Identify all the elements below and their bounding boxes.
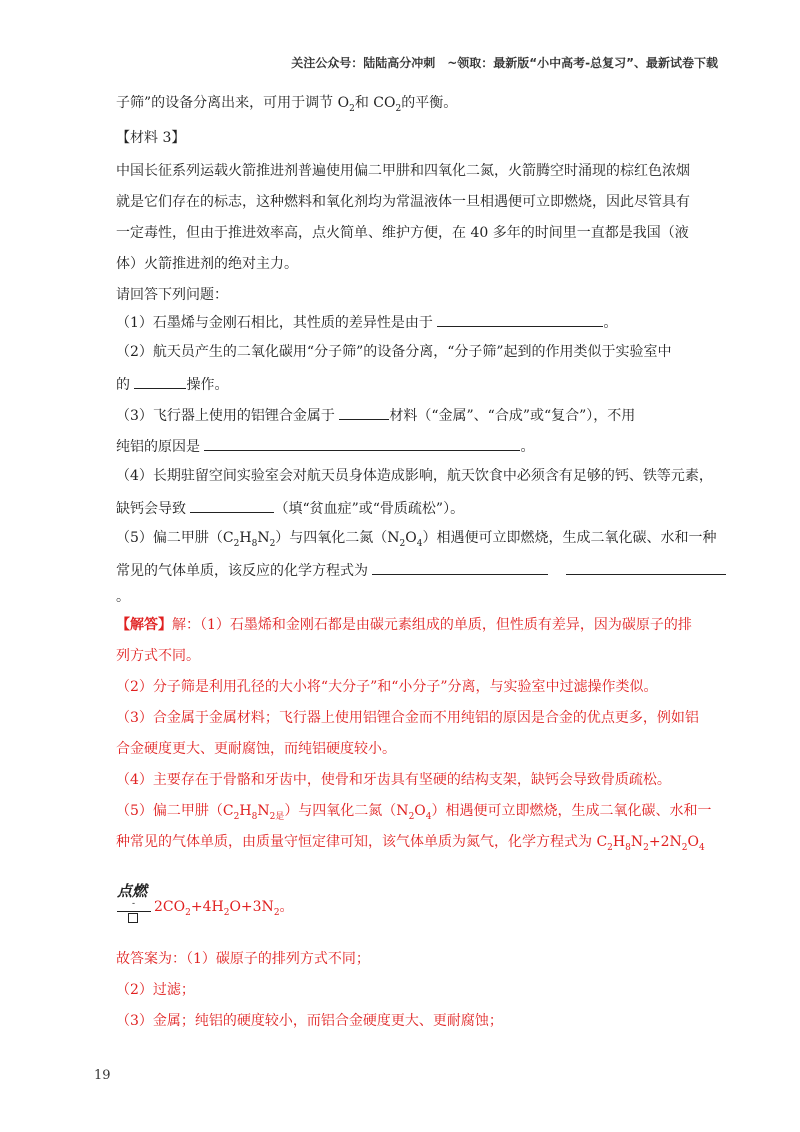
- final-answer-2: （2）过滤；: [116, 982, 195, 998]
- question-5: （5）偏二甲肼$(C_2H_8N_2)$与四氧化二氮$(N_2O_4)$相遇便可立即燃烧，生成二氧化碳、水和一种: [116, 530, 717, 549]
- answer-blank[interactable]: [339, 407, 389, 420]
- placeholder-box-icon: [128, 913, 138, 923]
- final-answer-1: 故答案为：（1）碳原子的排列方式不同；: [116, 951, 370, 967]
- answer-4: （4）主要存在于骨骼和牙齿中，使骨和牙齿具有坚硬的结构支架，缺钙会导致骨质疏松。: [116, 772, 671, 788]
- material-3-line: 就是它们存在的标志，这种燃料和氧化剂均为常温液体一旦相遇便可立即燃烧，因此尽管具有: [116, 194, 690, 210]
- page-header: 关注公众号：陆陆高分冲刺 ~领取：最新版“小中高考-总复习”、最新试卷下载: [291, 56, 718, 70]
- question-5-cont: 常见的气体单质，该反应的化学方程式为: [116, 562, 726, 578]
- question-4-cont: 缺钙会导致 （填“贫血症”或“骨质疏松”）。: [116, 501, 465, 517]
- question-3: （3）飞行器上使用的铝锂合金属于 材料（“金属”、“合成”或“复合”），不用: [116, 408, 636, 424]
- answer-blank[interactable]: [190, 500, 274, 513]
- material-3-line: 一定毒性，但由于推进效率高，点火简单、维护方便，在 40 多年的时间里一直都是我国（液: [116, 225, 689, 241]
- question-2: （2）航天员产生的二氧化碳用“分子筛”的设备分离，“分子筛”起到的作用类似于实验室中: [116, 344, 672, 360]
- answer-blank[interactable]: [372, 562, 548, 575]
- answer-blank[interactable]: [437, 314, 603, 327]
- answer-3-cont: 合金硬度更大、更耐腐蚀，而纯铝硬度较小。: [116, 741, 396, 757]
- reaction-arrow-line: [117, 911, 151, 912]
- answer-2: （2）分子筛是利用孔径的大小将“大分子”和“小分子”分离，与实验室中过滤操作类似。: [116, 679, 658, 695]
- answer-blank[interactable]: [134, 376, 186, 389]
- final-answer-3: （3）金属；纯铝的硬度较小，而铝合金硬度更大、更耐腐蚀；: [116, 1013, 503, 1029]
- material-3-line: 中国长征系列运载火箭推进剂普遍使用偏二甲肼和四氧化二氮，火箭腾空时涌现的棕红色浓烟: [116, 163, 690, 179]
- question-5-end: 。: [116, 589, 130, 605]
- ignition-condition: 点燃: [117, 882, 148, 900]
- material-3-label: 【材料 3】: [116, 130, 186, 146]
- question-3-cont: 纯铝的原因是 。: [116, 439, 535, 455]
- answer-blank[interactable]: [566, 562, 726, 575]
- page-number: 19: [94, 1068, 111, 1083]
- question-2-cont: 的 操作。: [116, 377, 229, 393]
- answer-1-cont: 列方式不同。: [116, 648, 200, 664]
- answer-3: （3）合金属于金属材料；飞行器上使用铝锂合金而不用纯铝的原因是合金的优点更多，例如铝: [116, 710, 699, 726]
- answer-blank[interactable]: [204, 438, 520, 451]
- material-3-line: 体）火箭推进剂的绝对主力。: [116, 256, 298, 272]
- condition-mark: -: [132, 899, 136, 909]
- answer-1: 【解答】解：（1）石墨烯和金刚石都是由碳元素组成的单质，但性质有差异，因为碳原子的排: [116, 617, 692, 633]
- answer-5-cont: 种常见的气体单质，由质量守恒定律可知，该气体单质为氮气，化学方程式为 $C_2H_8N_2+2N_2O_4$: [116, 834, 705, 853]
- answer-tag: 【解答】: [116, 617, 172, 633]
- question-4: （4）长期驻留空间实验室会对航天员身体造成影响，航天饮食中必须含有足够的钙、铁等元素，: [116, 468, 713, 484]
- question-1: （1）石墨烯与金刚石相比，其性质的差异性是由于 。: [116, 315, 618, 331]
- equation-products: $2CO_2+4H_2O+3N_2$。: [154, 899, 294, 918]
- intro-line: 子筛”的设备分离出来，可用于调节 $O_2$和 $CO_2$的平衡。: [116, 95, 458, 114]
- question-prompt: 请回答下列问题：: [116, 287, 228, 303]
- answer-5: （5）偏二甲肼$(C_2H_8N_{2是})$与四氧化二氮$(N_2O_4)$相遇便可立即燃烧，生成二氧化碳、水和一: [116, 803, 712, 822]
